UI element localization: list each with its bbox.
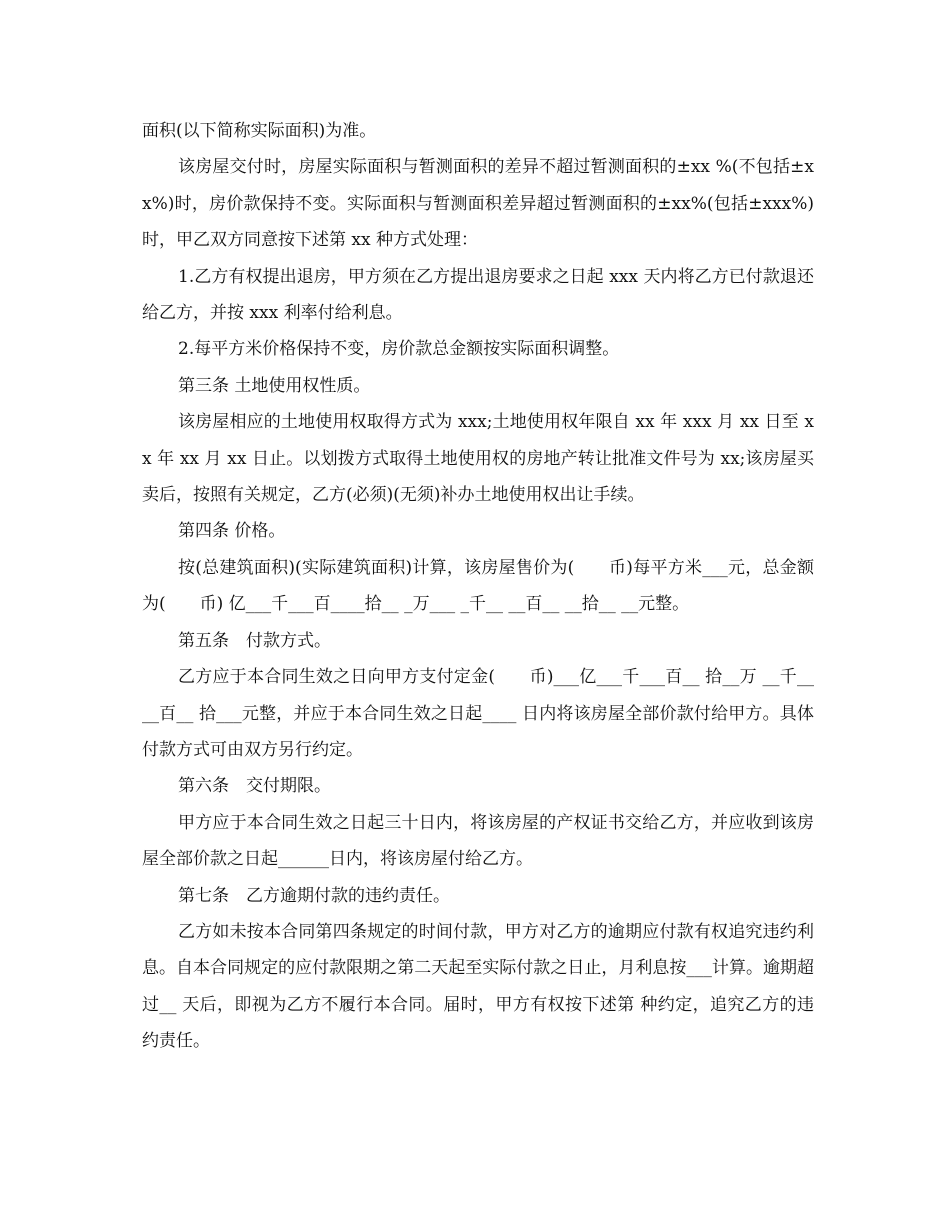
paragraph-land-use-rights: 该房屋相应的土地使用权取得方式为 xxx;土地使用权年限自 xx 年 xxx 月 xx 日至 xx 年 xx 月 xx 日止。以划拨方式取得土地使用权的房地产转让批准文件号为 xx;该房屋买卖后，按照有关规定，乙方(必须)(无须)补办土地使用权出让手续。 bbox=[142, 412, 814, 506]
document-body bbox=[142, 113, 814, 1060]
heading-article-5: 第五条 付款方式。 bbox=[178, 630, 331, 651]
paragraph-delivery: 甲方应于本合同生效之日起三十日内，将该房屋的产权证书交给乙方，并应收到该房屋全部价款之日起______日内，将该房屋付给乙方。 bbox=[142, 812, 814, 870]
paragraph-payment: 乙方应于本合同生效之日向甲方支付定金( 币)___亿___千___百__ 拾__万 __千____百__ 拾___元整，并应于本合同生效之日起____ 日内将该房屋全部价款付给甲方。具体付款方式可由双方另行约定。 bbox=[142, 667, 814, 760]
heading-article-7: 第七条 乙方逾期付款的违约责任。 bbox=[178, 885, 450, 906]
paragraph-option-1: 1.乙方有权提出退房，甲方须在乙方提出退房要求之日起 xxx 天内将乙方已付款退还给乙方，并按 xxx 利率付给利息。 bbox=[142, 266, 814, 324]
paragraph-option-2: 2.每平方米价格保持不变，房价款总金额按实际面积调整。 bbox=[178, 339, 620, 360]
heading-article-3: 第三条 土地使用权性质。 bbox=[178, 375, 371, 396]
paragraph-late-payment: 乙方如未按本合同第四条规定的时间付款，甲方对乙方的逾期应付款有权追究违约利息。自本合同规定的应付款限期之第二天起至实际付款之日止，月利息按___计算。逾期超过__ 天后，即视为乙方不履行本合同。届时，甲方有权按下述第 种约定，追究乙方的违约责任。 bbox=[142, 921, 814, 1052]
paragraph-area-basis: 面积(以下简称实际面积)为准。 bbox=[142, 121, 377, 141]
paragraph-area-difference: 该房屋交付时，房屋实际面积与暂测面积的差异不超过暂测面积的±xx %(不包括±xx%)时，房价款保持不变。实际面积与暂测面积差异超过暂测面积的±xx%(包括±xxx%)时，甲乙双方同意按下述第 xx 种方式处理： bbox=[142, 157, 814, 251]
paragraph-price: 按(总建筑面积)(实际建筑面积)计算，该房屋售价为( 币)每平方米___元，总金额为( 币) 亿___千___百____拾__ _万___ _千__ __百__ __拾__ __元整。 bbox=[142, 557, 814, 615]
heading-article-6: 第六条 交付期限。 bbox=[178, 776, 331, 797]
heading-article-4: 第四条 价格。 bbox=[178, 521, 286, 542]
